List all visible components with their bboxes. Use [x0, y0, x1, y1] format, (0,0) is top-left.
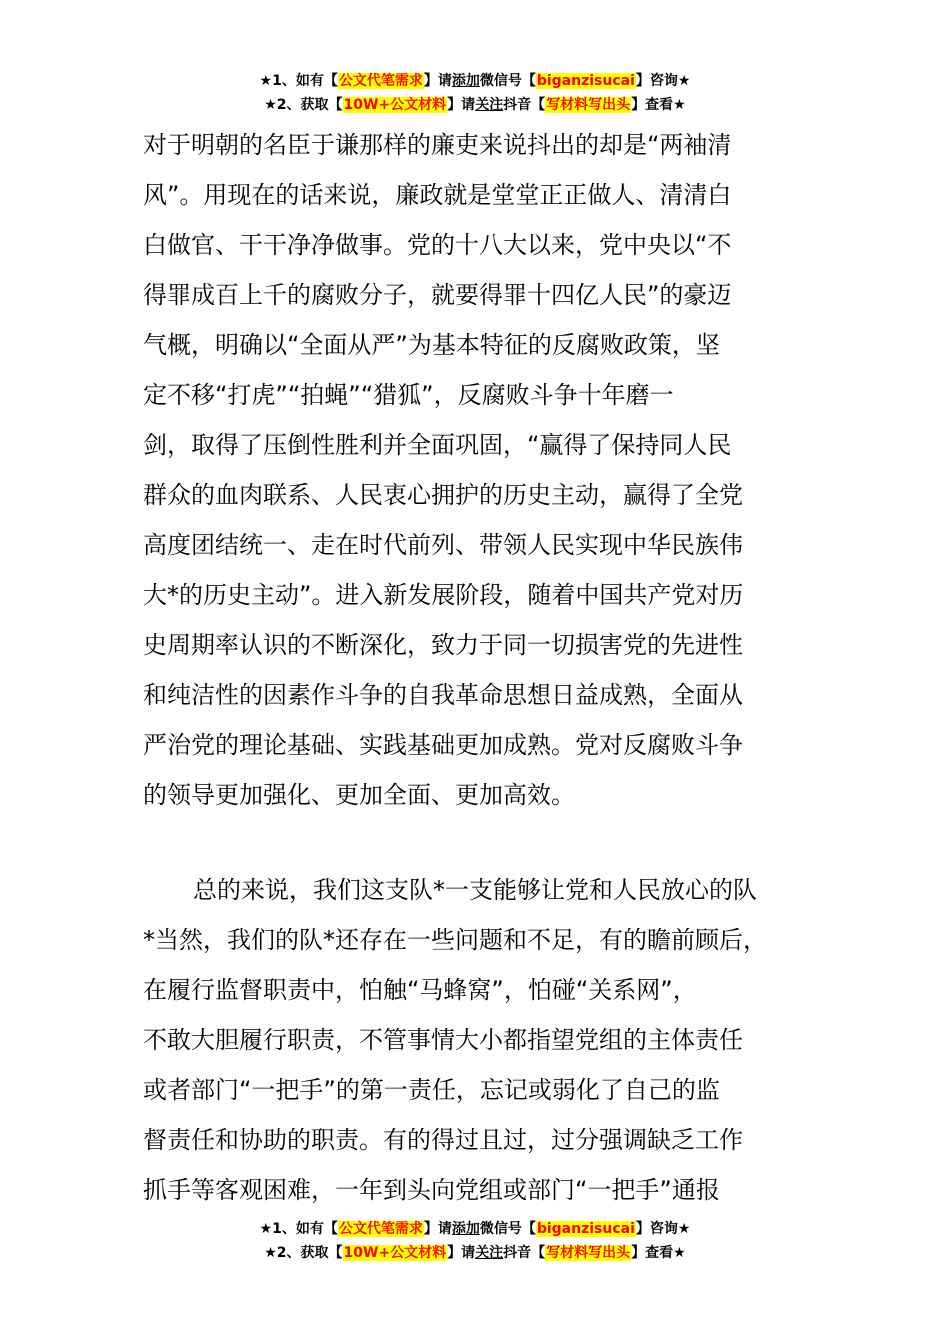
text-line: 在履行监督职责中，怕触“马蜂窝”，怕碰“关系网”，: [143, 976, 697, 1004]
underlined-text: 关注: [475, 97, 504, 113]
text-line: 群众的血肉联系、人民衷心拥护的历史主动，赢得了全党: [143, 481, 743, 509]
footer-banner: [0, 1218, 950, 1266]
banner-text: 抖音【: [503, 97, 546, 113]
banner-text: 】查看★: [631, 97, 686, 113]
text-line: 气概，明确以“全面从严”为基本特征的反腐败政策，坚: [143, 331, 720, 359]
text-line: 定不移“打虎”“拍蝇”“猎狐”，反腐败斗争十年磨一: [143, 381, 674, 409]
text-line: 风”。用现在的话来说，廉政就是堂堂正正做人、清清白: [143, 181, 732, 209]
banner-text: 抖音【: [503, 1245, 546, 1261]
text-line: 总的来说，我们这支队*一支能够让党和人民放心的队: [193, 876, 757, 904]
text-line: 剑，取得了压倒性胜利并全面巩固，“赢得了保持同人民: [143, 431, 732, 459]
banner-text: 微信号【: [479, 73, 536, 89]
underlined-text: 关注: [475, 1245, 504, 1261]
highlight-text: 公文代笔需求: [338, 1221, 423, 1237]
banner-text: 】请: [447, 97, 476, 113]
text-line: 得罪成百上千的腐败分子，就要得罪十四亿人民”的豪迈: [143, 281, 732, 309]
text-line: 督责任和协助的职责。有的得过且过，过分强调缺乏工作: [143, 1126, 743, 1154]
text-line: 和纯洁性的因素作斗争的自我革命思想日益成熟，全面从: [143, 681, 743, 709]
banner-line-2: [0, 1242, 950, 1266]
banner-line-1: [0, 1218, 950, 1242]
highlight-text: 10W+公文材料: [343, 97, 447, 113]
underlined-text: 添加: [451, 1221, 480, 1237]
banner-text: 】请: [423, 73, 452, 89]
text-line: 或者部门“一把手”的第一责任，忘记或弱化了自己的监: [143, 1076, 720, 1104]
text-line: 史周期率认识的不断深化，致力于同一切损害党的先进性: [143, 631, 743, 659]
banner-text: 】查看★: [631, 1245, 686, 1261]
banner-text: ★2、获取【: [264, 97, 343, 113]
banner-text: 】请: [447, 1245, 476, 1261]
banner-line-1: [0, 70, 950, 94]
banner-text: ★1、如有【: [259, 73, 338, 89]
header-banner: [0, 70, 950, 118]
banner-text: 】咨询★: [635, 73, 691, 89]
paragraph-1: [143, 120, 823, 820]
douyin-account-highlight: 写材料写出头: [546, 1245, 631, 1261]
text-line: 白做官、干干净净做事。党的十八大以来，党中央以“不: [143, 231, 732, 259]
banner-line-2: [0, 94, 950, 118]
banner-text: ★2、获取【: [264, 1245, 343, 1261]
douyin-account-highlight: 写材料写出头: [546, 97, 631, 113]
highlight-text: 10W+公文材料: [343, 1245, 447, 1261]
text-line: 不敢大胆履行职责，不管事情大小都指望党组的主体责任: [143, 1026, 743, 1054]
text-line: 严治党的理论基础、实践基础更加成熟。党对反腐败斗争: [143, 731, 743, 759]
banner-text: ★1、如有【: [259, 1221, 338, 1237]
banner-text: 微信号【: [479, 1221, 536, 1237]
text-line: *当然，我们的队*还存在一些问题和不足，有的瞻前顾后，: [143, 926, 767, 954]
text-line: 的领导更加强化、更加全面、更加高效。: [143, 781, 575, 809]
underlined-text: 添加: [451, 73, 480, 89]
text-line: 对于明朝的名臣于谦那样的廉吏来说抖出的却是“两袖清: [143, 131, 732, 159]
text-line: 高度团结统一、走在时代前列、带领人民实现中华民族伟: [143, 531, 743, 559]
text-line: 大*的历史主动”。进入新发展阶段，随着中国共产党对历: [143, 581, 744, 609]
paragraph-2: [143, 865, 823, 1215]
text-line: 抓手等客观困难，一年到头向党组或部门“一把手”通报: [143, 1176, 720, 1204]
banner-text: 】咨询★: [635, 1221, 691, 1237]
banner-text: 】请: [423, 1221, 452, 1237]
wechat-id-highlight: biganzisucai: [536, 73, 635, 89]
wechat-id-highlight: biganzisucai: [536, 1221, 635, 1237]
highlight-text: 公文代笔需求: [338, 73, 423, 89]
